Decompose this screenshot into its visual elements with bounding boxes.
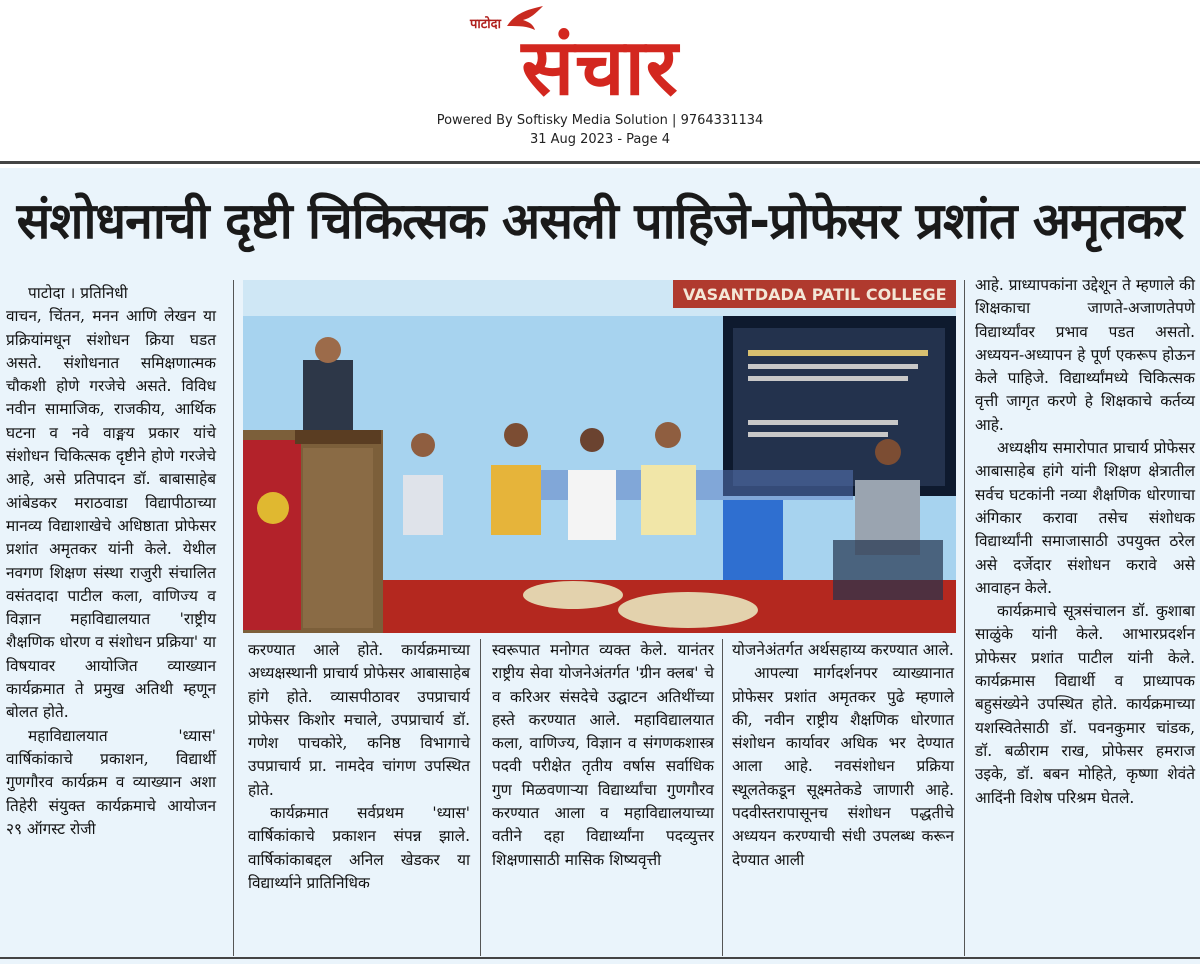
event-photo [243,280,956,633]
column-1-para-1: वाचन, चिंतन, मनन आणि लेखन या प्रक्रियांमधून संशोधन क्रिया घडत असते. संशोधनात समिक्षणात्मक चौकशी होणे गरजेचे असते. विविध नवीन सामाजिक, राजकीय, आर्थिक घटना व नवे वाङ्मय प्रकार यांचे संशोधन चिकित्सक दृष्टीने होणे गरजेचे आहे, असे प्रतिपादन डॉ. बाबासाहेब आंबेडकर मराठवाडा विद्यापीठाच्या मानव्य विद्याशाखेचे अधिष्ठाता प्रोफेसर प्रशांत अमृतकर यांनी केले. येथील नवगण शिक्षण संस्था राजुरी संचालित वसंतदादा पाटील कला, वाणिज्य व विज्ञान महाविद्यालयात 'राष्ट्रीय शैक्षणिक धोरण व संशोधन प्रक्रिया' या विषयावर आयोजित व्याख्यान कार्यक्रमात ते प्रमुख अतिथी म्हणून बोलत होते. [6,307,216,722]
article [0,168,1200,964]
dateline: पाटोदा । प्रतिनिधी [28,284,128,302]
column-divider [233,280,234,956]
column-divider [722,639,723,956]
column-4 [732,639,954,872]
column-3-para-1: स्वरूपात मनोगत व्यक्त केले. यानंतर राष्ट्रीय सेवा योजनेअंतर्गत 'ग्रीन क्लब' चे व करिअर संसदेचे उद्घाटन अतिथींच्या हस्ते करण्यात आले. महाविद्यालयात कला, वाणिज्य, विज्ञान व संगणकशास्त्र पदवी परीक्षेत तृतीय वर्षास सर्वाधिक गुण मिळवणाऱ्या विद्यार्थ्यांचा गुणगौरव करण्यात आला व महाविद्यालयाच्या वतीने दहा विद्यार्थ्यांना पदव्युत्तर शिक्षणासाठी मासिक शिष्यवृत्ती [492,641,714,869]
column-2-para-2: कार्यक्रमात सर्वप्रथम 'ध्यास' वार्षिकांकाचे प्रकाशन संपन्न झाले. वार्षिकांकाबद्दल अनिल खेडकर या विद्यार्थ्याने प्रातिनिधिक [248,804,470,892]
bottom-divider [0,957,1200,959]
masthead-logo: संचार [521,23,679,113]
column-4-para-2: आपल्या मार्गदर्शनपर व्याख्यानात प्रोफेसर प्रशांत अमृतकर पुढे म्हणाले की, नवीन राष्ट्रीय शैक्षणिक धोरणात संशोधन कार्यावर अधिक भर देण्यात आला आहे. नवसंशोधन प्रक्रिया स्थूलतेकडून सूक्ष्मतेकडे जाणारी आहे. पदवीस्तरापासूनच संशोधन पद्धतीचे अध्ययन करण्याची संधी उपलब्ध करून देण्यात आली [732,664,954,869]
column-divider [964,280,965,956]
column-2 [248,639,470,895]
masthead-divider [0,161,1200,164]
column-1 [6,282,216,841]
column-5-para-2: अध्यक्षीय समारोपात प्राचार्य प्रोफेसर आबासाहेब हांगे यांनी शिक्षण क्षेत्रातील सर्वच घटकांनी नव्या शैक्षणिक धोरणाचा अंगिकार करावा तसेच संशोधक विद्यार्थ्यांनी समाजासाठी उपयुक्त ठरेल असे दर्जेदार संशोधन करावे असे आवाहन केले. [975,439,1195,597]
masthead-place: पाटोदा [470,17,501,32]
edition-date: 31 Aug 2023 - Page 4 [529,132,671,147]
masthead [0,0,1200,160]
column-5 [975,274,1195,810]
powered-by: Powered By Softisky Media Solution | 9764331134 [436,113,764,128]
column-5-para-1: आहे. प्राध्यापकांना उद्देशून ते म्हणाले की शिक्षकाचा जाणते-अजाणतेपणे विद्यार्थ्यांवर प्रभाव पडत असतो. अध्ययन-अध्यापन हे पूर्ण एकरूप होऊन केले पाहिजे. विद्यार्थ्यांमध्ये चिकित्सक वृत्ती जागृत करणे हे शिक्षकाचे कर्तव्य आहे. [975,276,1195,434]
photo-banner-text: VASANTDADA PATIL COLLEGE [683,285,947,304]
column-5-para-3: कार्यक्रमाचे सूत्रसंचालन डॉ. कुशाबा साळुंके यांनी केले. आभारप्रदर्शन प्रोफेसर प्रशांत पाटील यांनी केले. कार्यक्रमास विद्यार्थी व प्राध्यापक बहुसंख्येने उपस्थित होते. कार्यक्रमाच्या यशस्वितेसाठी डॉ. पवनकुमार चांडक, डॉ. बळीराम राख, प्रोफेसर हमराज उइके, डॉ. बबन मोहिते, कृष्णा शेवंते आदिंनी विशेष परिश्रम घेतले. [975,602,1195,807]
headline: संशोधनाची दृष्टी चिकित्सक असली पाहिजे-प्रोफेसर प्रशांत अमृतकर [16,192,1184,250]
column-divider [480,639,481,956]
column-4-para-1: योजनेअंतर्गत अर्थसहाय्य करण्यात आले. [732,641,954,659]
column-3 [492,639,714,872]
column-1-para-2: महाविद्यालयात 'ध्यास' वार्षिकांकाचे प्रकाशन, विद्यार्थी गुणगौरव कार्यक्रम व व्याख्यान अशा तिहेरी संयुक्त कार्यक्रमाचे आयोजन २९ ऑगस्ट रोजी [6,726,216,838]
column-2-para-1: करण्यात आले होते. कार्यक्रमाच्या अध्यक्षस्थानी प्राचार्य प्रोफेसर आबासाहेब हांगे होते. व्यासपीठावर उपप्राचार्य प्रोफेसर किशोर मचाले, उपप्राचार्य डॉ. गणेश पाचकोरे, कनिष्ठ विभागाचे उपप्राचार्य प्रा. नामदेव चांगण उपस्थित होते. [248,641,470,799]
